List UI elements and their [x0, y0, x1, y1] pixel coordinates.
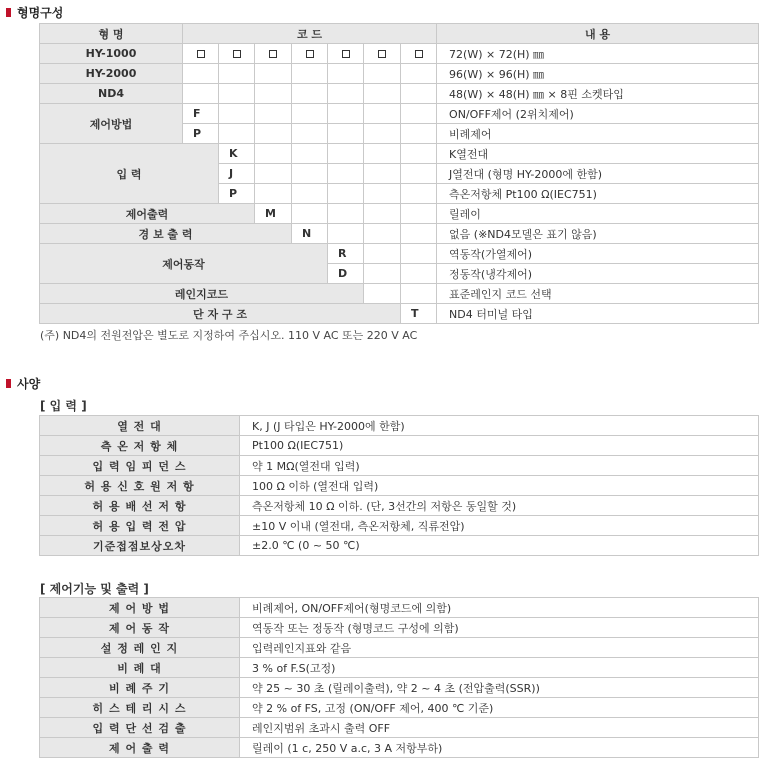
- control-desc-f: ON/OFF제어 (2위치제어): [437, 104, 759, 124]
- table-row: [40, 718, 759, 738]
- control-label: 제 어 출 력: [40, 738, 240, 758]
- output-desc: 릴레이: [437, 204, 759, 224]
- input-label: 허 용 신 호 원 저 항: [40, 476, 240, 496]
- model-label-hy1000: HY-1000: [40, 44, 183, 64]
- model-code-table: [39, 23, 759, 324]
- model-desc-hy2000: 96(W) × 96(H) ㎜: [437, 64, 759, 84]
- control-label: 히 스 테 리 시 스: [40, 698, 240, 718]
- control-value: 입력레인지표와 같음: [240, 638, 759, 658]
- table-row: [40, 144, 759, 164]
- table-row: [40, 456, 759, 476]
- model-label-hy2000: HY-2000: [40, 64, 183, 84]
- code-d: D: [328, 264, 364, 284]
- input-value: ±2.0 ℃ (0 ~ 50 ℃): [240, 536, 759, 556]
- model-label-nd4: ND4: [40, 84, 183, 104]
- table-row: [40, 84, 759, 104]
- input-desc-k: K열전대: [437, 144, 759, 164]
- action-label: 제어동작: [40, 244, 328, 284]
- control-label: 입 력 단 선 검 출: [40, 718, 240, 738]
- input-value: K, J (J 타입은 HY-2000에 한함): [240, 416, 759, 436]
- input-subtitle: [ 입 력 ]: [40, 399, 87, 413]
- code-t: T: [401, 304, 437, 324]
- control-value: 레인지범위 초과시 출력 OFF: [240, 718, 759, 738]
- control-label: 설 정 레 인 지: [40, 638, 240, 658]
- control-label: 비 례 대: [40, 658, 240, 678]
- control-value: 비례제어, ON/OFF제어(형명코드에 의함): [240, 598, 759, 618]
- code-box-icon: [415, 50, 423, 58]
- input-label: 열 전 대: [40, 416, 240, 436]
- control-label: 비 례 주 기: [40, 678, 240, 698]
- code-r: R: [328, 244, 364, 264]
- header-model: 형 명: [40, 24, 183, 44]
- section-bullet-icon: [6, 379, 11, 388]
- control-spec-table: [39, 597, 759, 758]
- code-j: J: [219, 164, 255, 184]
- output-label: 제어출력: [40, 204, 255, 224]
- table-row: [40, 416, 759, 436]
- control-label: 제 어 동 작: [40, 618, 240, 638]
- terminal-desc: ND4 터미널 타입: [437, 304, 759, 324]
- control-value: 약 2 % of FS, 고정 (ON/OFF 제어, 400 ℃ 기준): [240, 698, 759, 718]
- input-label: 입 력 임 피 던 스: [40, 456, 240, 476]
- code-k: K: [219, 144, 255, 164]
- code-p-input: P: [219, 184, 255, 204]
- input-spec-table: [39, 415, 759, 556]
- model-section-title: 형명구성: [6, 4, 63, 21]
- input-label: 허 용 입 력 전 압: [40, 516, 240, 536]
- input-value: 약 1 MΩ(열전대 입력): [240, 456, 759, 476]
- table-row: [40, 678, 759, 698]
- control-desc-p: 비례제어: [437, 124, 759, 144]
- code-box-icon: [269, 50, 277, 58]
- action-desc-d: 정동작(냉각제어): [437, 264, 759, 284]
- table-row: [40, 738, 759, 758]
- header-code: 코 드: [183, 24, 437, 44]
- alarm-desc: 없음 (※ND4모델은 표기 않음): [437, 224, 759, 244]
- table-row: [40, 304, 759, 324]
- table-row: [40, 44, 759, 64]
- header-content: 내 용: [437, 24, 759, 44]
- code-box-icon: [378, 50, 386, 58]
- code-m: M: [255, 204, 292, 224]
- code-f: F: [183, 104, 219, 124]
- control-value: 역동작 또는 정동작 (형명코드 구성에 의함): [240, 618, 759, 638]
- control-label: 제 어 방 법: [40, 598, 240, 618]
- input-label: 기준접점보상오차: [40, 536, 240, 556]
- code-box-icon: [306, 50, 314, 58]
- table-row: [40, 496, 759, 516]
- input-value: 측온저항체 10 Ω 이하. (단, 3선간의 저항은 동일할 것): [240, 496, 759, 516]
- input-label: 입 력: [40, 144, 219, 204]
- table-row: [40, 638, 759, 658]
- table-row: [40, 224, 759, 244]
- alarm-label: 경 보 출 력: [40, 224, 292, 244]
- spec-section-title: 사양: [6, 375, 40, 392]
- table-row: [40, 476, 759, 496]
- control-value: 약 25 ~ 30 초 (릴레이출력), 약 2 ~ 4 초 (전압출력(SSR)): [240, 678, 759, 698]
- section-bullet-icon: [6, 8, 11, 17]
- code-box-icon: [197, 50, 205, 58]
- code-n: N: [292, 224, 328, 244]
- input-value: Pt100 Ω(IEC751): [240, 436, 759, 456]
- input-label: 측 온 저 항 체: [40, 436, 240, 456]
- input-value: ±10 V 이내 (열전대, 측온저항체, 직류전압): [240, 516, 759, 536]
- model-desc-hy1000: 72(W) × 72(H) ㎜: [437, 44, 759, 64]
- range-desc: 표준레인지 코드 선택: [437, 284, 759, 304]
- table-row: [40, 598, 759, 618]
- table-row: [40, 516, 759, 536]
- power-note: (주) ND4의 전원전압은 별도로 지정하여 주십시오. 110 V AC 또는 220 V AC: [40, 329, 418, 342]
- control-value: 릴레이 (1 c, 250 V a.c, 3 A 저항부하): [240, 738, 759, 758]
- input-desc-j: J열전대 (형명 HY-2000에 한함): [437, 164, 759, 184]
- control-subtitle: [ 제어기능 및 출력 ]: [40, 582, 149, 596]
- action-desc-r: 역동작(가열제어): [437, 244, 759, 264]
- table-row: [40, 104, 759, 124]
- table-row: [40, 618, 759, 638]
- table-row: [40, 698, 759, 718]
- table-row: [40, 244, 759, 264]
- table-row: [40, 436, 759, 456]
- code-box-icon: [233, 50, 241, 58]
- model-desc-nd4: 48(W) × 48(H) ㎜ × 8핀 소켓타입: [437, 84, 759, 104]
- table-row: [40, 204, 759, 224]
- table-row: [40, 64, 759, 84]
- code-p: P: [183, 124, 219, 144]
- table-row: [40, 658, 759, 678]
- input-desc-p: 측온저항체 Pt100 Ω(IEC751): [437, 184, 759, 204]
- table-row: [40, 536, 759, 556]
- input-value: 100 Ω 이하 (열전대 입력): [240, 476, 759, 496]
- code-box-icon: [342, 50, 350, 58]
- input-label: 허 용 배 선 저 항: [40, 496, 240, 516]
- control-method-label: 제어방법: [40, 104, 183, 144]
- table-row: [40, 284, 759, 304]
- terminal-label: 단 자 구 조: [40, 304, 401, 324]
- control-value: 3 % of F.S(고정): [240, 658, 759, 678]
- range-label: 레인지코드: [40, 284, 364, 304]
